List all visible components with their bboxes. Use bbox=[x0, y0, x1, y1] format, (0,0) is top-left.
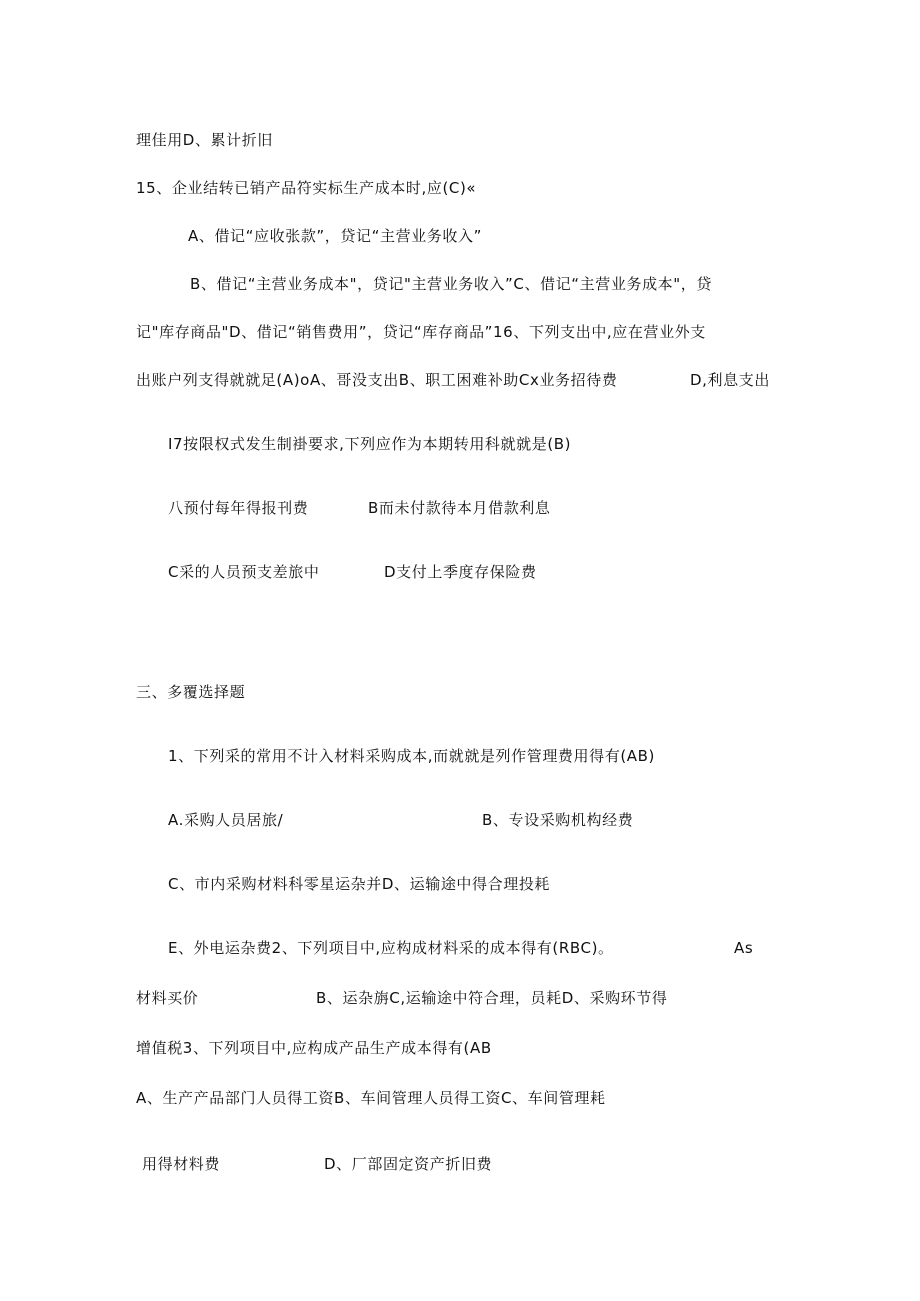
mc-question-2-option-a: 材料买价 bbox=[136, 989, 199, 1007]
mc-question-3-option-d: D、厂部固定资产折旧费 bbox=[324, 1155, 493, 1173]
mc-question-2-options-bcd: B、运杂旃C,运输途中符合理，员耗D、采购环节得 bbox=[316, 989, 668, 1007]
mc-question-1-options-cd: C、市内采购材料科零星运杂并D、运输途中得合理投耗 bbox=[168, 875, 551, 893]
question-16-options: 出账户列支得就就足(A)oA、哥没支出B、职工困难补助Cx业务招待费 bbox=[136, 371, 618, 389]
question-17: I7按限权式发生制褂要求,下列应作为本期转用科就就是(B) bbox=[168, 435, 572, 453]
mc-question-2-option-a-marker: As bbox=[734, 939, 754, 957]
mc-question-1-option-a: A.采购人员居旅/ bbox=[168, 811, 284, 829]
question-16-option-d: D,利息支出 bbox=[690, 371, 770, 389]
mc-question-1: 1、下列采的常用不计入材料采购成本,而就就是列作管理费用得有(AB) bbox=[168, 747, 655, 765]
mc-question-1-option-e-question-2: E、外电运杂费2、下列项目中,应构成材料采的成本得有(RBC)。 bbox=[168, 939, 614, 957]
question-15: 15、企业结转已销产品符实标生产成本时,应(C)« bbox=[136, 179, 477, 197]
text-line-depreciation: 理佳用D、累计折旧 bbox=[136, 131, 273, 149]
section-heading-multiple-choice: 三、多覆选择题 bbox=[136, 683, 246, 701]
mc-question-2-tail-question-3: 增值税3、下列项目中,应构成产品生产成本得有(AB bbox=[136, 1039, 492, 1057]
question-17-option-c: C采的人员预支差旅中 bbox=[168, 563, 320, 581]
question-15-option-d-question-16: 记"库存商品"D、借记“销售费用”，贷记“库存商品”16、下列支出中,应在营业外支 bbox=[136, 323, 706, 341]
mc-question-1-option-b: B、专设采购机构经费 bbox=[482, 811, 634, 829]
mc-question-3-option-c-tail: 用得材料费 bbox=[142, 1155, 221, 1173]
question-17-option-d: D支付上季度存保险费 bbox=[384, 563, 537, 581]
question-15-options-bc: B、借记“主营业务成本"，贷记"主营业务收入”C、借记“主营业务成本"，贷 bbox=[190, 275, 712, 293]
question-15-option-a: A、借记“应收张款”，贷记“主营业务收入” bbox=[188, 227, 482, 245]
mc-question-3-options-abc: A、生产产品部门人员得工资B、车间管理人员得工资C、车间管理耗 bbox=[136, 1089, 606, 1107]
question-17-option-b: B而未付款待本月借款利息 bbox=[368, 499, 551, 517]
question-17-option-a: 八预付每年得报刊费 bbox=[168, 499, 309, 517]
